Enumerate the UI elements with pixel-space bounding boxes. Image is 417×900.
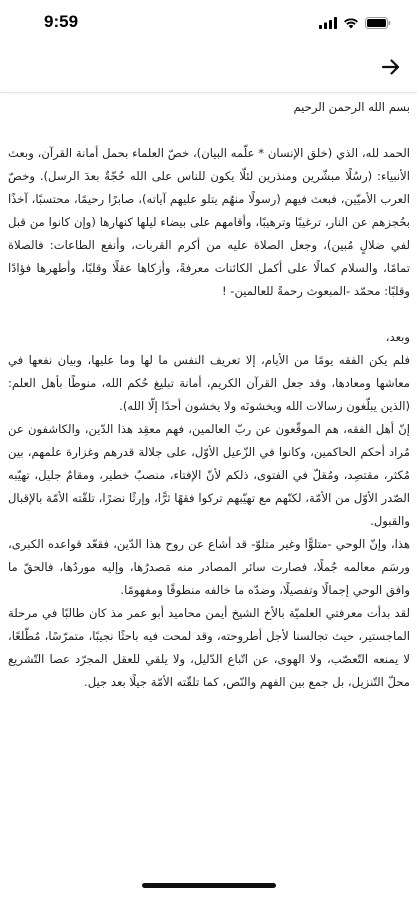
cellular-signal-icon <box>319 14 337 33</box>
article-content[interactable] <box>4 94 410 866</box>
status-icons <box>319 14 391 33</box>
wifi-icon <box>343 14 359 33</box>
status-time: 9:59 <box>44 12 79 31</box>
article-paragraph-body: وبعد، فلم يكن الفقه يومًا من الأيام، إلا تعريف النفس ما لها وما عليها، وبيان نفعها في معاشها ومعادها، وقد جعل القرآن الكريم، أمانة تبليغ حُكم الله، منوطًا بأهل العلم: (الذين يبلّغون رسالات الله ويخشونَه ولا يخشون أحدًا إلّا الله). إنّ أهل الفقه، هم الموقّعون عن ربّ العالمين، فهم معقِد هذا الدّين، والكاشفون عن مُراد أحكم الحاكمين، وكانوا في الزّعيل الأوّل، على جلالة قدرهم وغزارة علمهم، بين مُكثر، مقتصِد، ومُقلّ في الفتوى، ذلكم لأنّ الإفتاء، منصبٌ خطير، ومقامٌ جليل، تهيّبه الصّدر الأوّل من الأمّة، لكنّهم مع تهيّبهم تركوا فقهًا ثرًّا، وإرثًا نضرًا، تلقّته الأمّة بالإقبال والقبول. هذا، وإنّ الوحي -متلوًّا وغير متلوّ- قد أشاع عن روح هذا الدّين، فقعّد قواعده الكبرى، ورسَم معالمه جُملًا، فصارت سائر المصادر منه مَصدرُها، وإليه موردُها، فالحقّ ما وافق الوحي إجمالًا وتفصيلًا، وضدّه ما خالفه منطوقًا ومفهومًا. لقد بدأت معرفتي العلميّة بالأخ الشيخ أيمن محاميد أبو عمر مذ كان طالبًا في مرحلة الماجستير، حيث تجالسنا لأجل أطروحته، وقد لمحت فيه باحثًا نجيبًا، متمرّسًا، مُطّلعًا، لا يمنعه التّعصّب، ولا الهوى، عن اتّباع الدّليل، ولا يلقي للعقل المجرّد عصا التّشريع محلّ التّنزيل، بل جمع بين الفهم والنّص، كما تلقّته الأمّة جيلًا بعد جيل. <box>8 330 410 689</box>
navigation-bar <box>0 46 417 93</box>
battery-icon <box>365 14 391 33</box>
status-bar <box>0 0 417 46</box>
arrow-right-icon <box>381 58 401 80</box>
paragraph-spacer <box>8 303 410 326</box>
home-indicator[interactable] <box>142 883 276 888</box>
article-basmala: بسم الله الرحمن الرحيم <box>293 100 410 114</box>
article-paragraph-intro: الحمد لله، الذي (خلق الإنسان * علّمه البيان)، خصّ العلماء بحمل أمانة القرآن، وبعث الأنبياء: (رسُلًا مبشّرين ومنذرين لئلّا يكون للناس على الله حُجّةٌ بعدَ الرسل). وخصّ العرب الأميّين، فبعث فيهم (رسولًا منهُم يتلو عليهم آياته)، صابرًا رحيمًا، محتسبًا، آخذًا بحُجزهم عن النار، ترغيبًا وترهيبًا، وأقامهم على بيضاء ليلها كنهارها (وإن كانوا من قبل لفي ضلالٍ مُبين)، وجعل الصلاة عليه من أكرم القربات، وأنفع الطاعات: فالصلاة تمامًا، والسلام كمالًا على أكمل الكائنات معرفةً، وأزكاها عقلًا وقلبًا، وأطهرها فؤادًا وقلبًا: محمّد -المبعوث رحمةً للعالمين- ! <box>4 146 410 298</box>
back-button[interactable] <box>377 55 405 83</box>
